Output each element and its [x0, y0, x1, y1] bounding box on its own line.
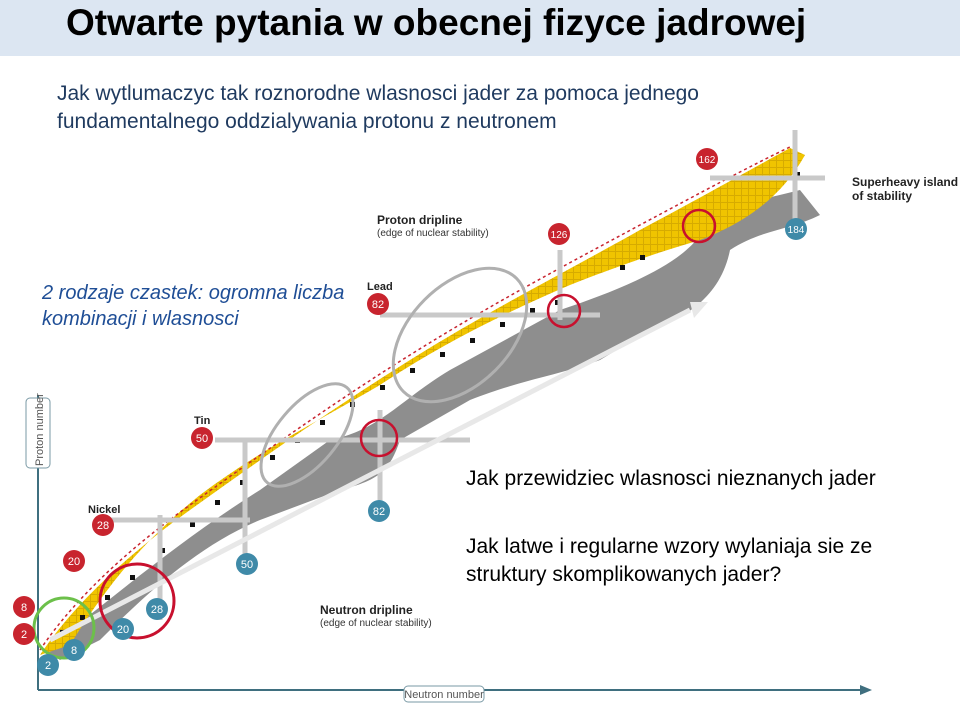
- svg-text:20: 20: [116, 624, 130, 636]
- svg-text:8: 8: [70, 645, 78, 657]
- note-line-2: kombinacji i wlasnosci: [42, 308, 239, 330]
- svg-text:8: 8: [20, 602, 28, 614]
- svg-text:184: 184: [787, 225, 805, 236]
- valley-arrow-head: [690, 302, 708, 318]
- note-text: [42, 280, 344, 332]
- slide-title: Otwarte pytania w obecnej fizyce jadrowej: [66, 2, 807, 43]
- superheavy-line-2: of stability: [852, 189, 913, 203]
- y-axis-label: Proton number: [34, 393, 46, 466]
- svg-text:82: 82: [371, 299, 385, 311]
- intro-line-2: fundamentalnego oddzialywania protonu z neutronem: [57, 110, 557, 133]
- note-line-1: 2 rodzaje czastek: ogromna liczba: [42, 282, 345, 304]
- svg-text:2: 2: [20, 629, 28, 641]
- svg-text:28: 28: [96, 520, 110, 532]
- question-2-line-1: Jak latwe i regularne wzory wylaniaja sie ze: [466, 535, 873, 558]
- x-axis-label: Neutron number: [404, 689, 484, 701]
- x-axis-arrow: [860, 685, 872, 695]
- proton-dripline-title: Proton dripline: [377, 213, 463, 227]
- svg-text:2: 2: [44, 660, 52, 672]
- superheavy-line-1: Superheavy island: [852, 175, 959, 189]
- svg-text:82: 82: [372, 506, 386, 518]
- svg-text:162: 162: [698, 155, 716, 166]
- svg-text:20: 20: [67, 556, 81, 568]
- svg-text:50: 50: [195, 433, 209, 445]
- question-1: Jak przewidziec wlasnosci nieznanych jader: [466, 467, 876, 490]
- lead-label: Lead: [367, 281, 393, 293]
- tin-label: Tin: [194, 415, 211, 427]
- question-2-line-2: struktury skomplikowanych jader?: [466, 563, 782, 586]
- nickel-label: Nickel: [88, 504, 121, 516]
- proton-dripline-sub: (edge of nuclear stability): [377, 228, 489, 239]
- svg-text:126: 126: [550, 230, 568, 241]
- svg-text:50: 50: [240, 559, 254, 571]
- svg-text:28: 28: [150, 604, 164, 616]
- neutron-dripline-sub: (edge of nuclear stability): [320, 618, 432, 629]
- intro-line-1: Jak wytlumaczyc tak roznorodne wlasnosci jader za pomoca jednego: [57, 82, 699, 105]
- question-2: [466, 533, 872, 589]
- neutron-dripline-title: Neutron dripline: [320, 603, 413, 617]
